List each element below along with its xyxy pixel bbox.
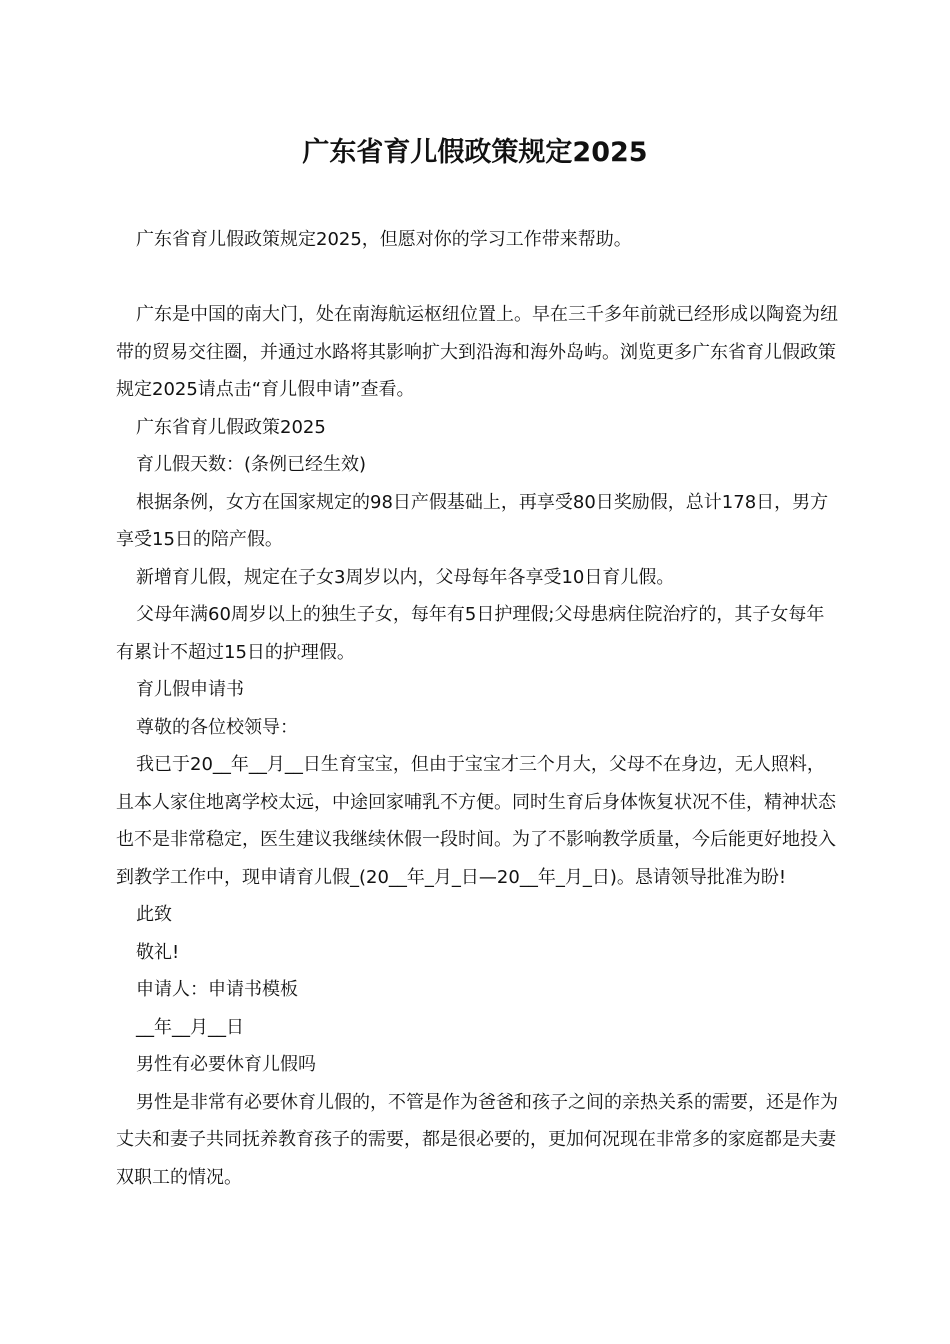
paragraph-male-leave-heading: 男性有必要休育儿假吗 xyxy=(136,1054,316,1075)
paragraph-parental-leave: 新增育儿假，规定在子女3周岁以内，父母每年各享受10日育儿假。 xyxy=(136,566,675,588)
paragraph-date: __年__月__日 xyxy=(136,1016,244,1038)
document-title: 广东省育儿假政策规定2025 xyxy=(302,137,648,168)
intro-section xyxy=(116,221,842,259)
paragraph-guangdong-overview: 广东是中国的南大门，处在南海航运枢纽位置上。早在三千多年前就已经形成以陶瓷为纽带的贸易交往圈，并通过水路将其影响扩大到沿海和海外岛屿。浏览更多广东省育儿假政策规定2025请点击“育儿假申请”查看。 xyxy=(116,304,838,400)
paragraph-maternity-leave: 根据条例，女方在国家规定的98日产假基础上，再享受80日奖励假，总计178日，男方享受15日的陪产假。 xyxy=(116,491,829,550)
paragraph-application-heading: 育儿假申请书 xyxy=(136,679,244,700)
paragraph-closing-1: 此致 xyxy=(136,904,172,925)
intro-paragraph: 广东省育儿假政策规定2025，但愿对你的学习工作带来帮助。 xyxy=(136,229,632,250)
paragraph-care-leave: 父母年满60周岁以上的独生子女，每年有5日护理假;父母患病住院治疗的，其子女每年有累计不超过15日的护理假。 xyxy=(116,604,825,663)
paragraph-leave-days: 育儿假天数：(条例已经生效) xyxy=(136,454,367,475)
paragraph-salutation: 尊敬的各位校领导： xyxy=(136,716,298,738)
paragraph-policy-heading: 广东省育儿假政策2025 xyxy=(136,416,326,438)
paragraph-application-body: 我已于20__年__月__日生育宝宝，但由于宝宝才三个月大，父母不在身边，无人照料，且本人家住地离学校太远，中途回家哺乳不方便。同时生育后身体恢复状况不佳，精神状态也不是非常稳定，医生建议我继续休假一段时间。为了不影响教学质量，今后能更好地投入到教学工作中，现申请育儿假_(20__年_月_日—20__年_月_日)。恳请领导批准为盼! xyxy=(116,754,836,888)
paragraph-closing-2: 敬礼! xyxy=(136,941,180,963)
paragraph-applicant: 申请人：申请书模板 xyxy=(136,979,298,1000)
paragraph-male-leave-body: 男性是非常有必要休育儿假的，不管是作为爸爸和孩子之间的亲热关系的需要，还是作为丈夫和妻子共同抚养教育孩子的需要，都是很必要的，更加何况现在非常多的家庭都是夫妻双职工的情况。 xyxy=(116,1091,838,1188)
document-body xyxy=(116,296,842,1196)
